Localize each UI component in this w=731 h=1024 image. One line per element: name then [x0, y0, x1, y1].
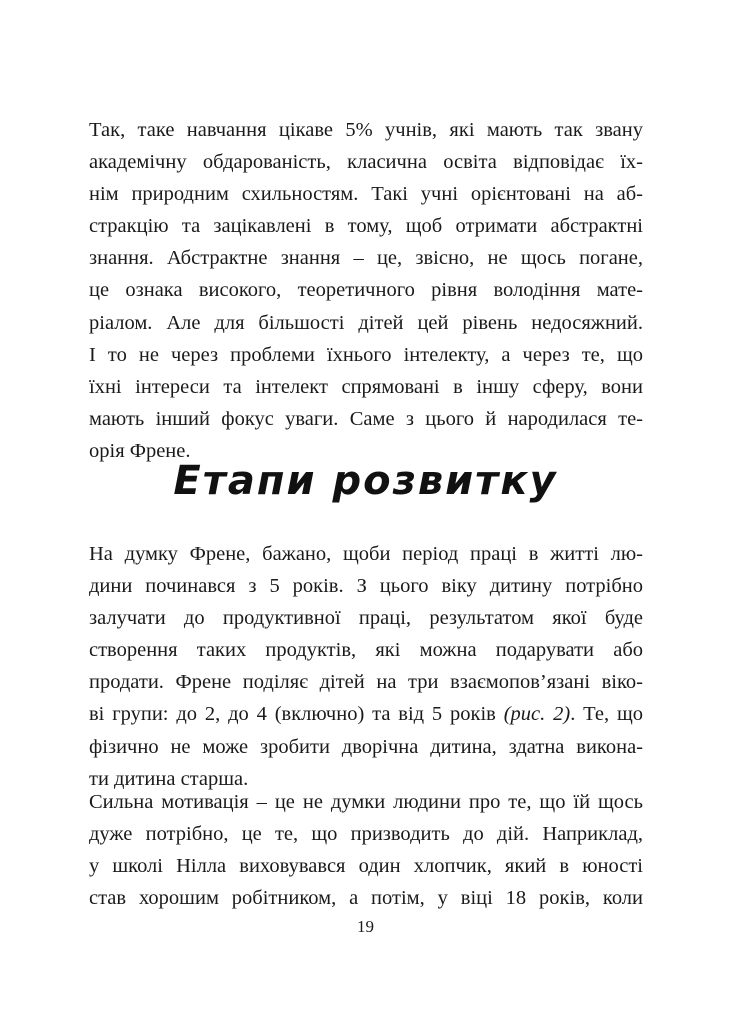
- text-line: став хорошим робітником, а потім, у віці 18 років, коли: [89, 887, 643, 910]
- text-segment: ві групи: до 2, до 4 (включно) та від 5 років: [89, 703, 504, 726]
- text-line: орія Френе.: [89, 439, 191, 462]
- text-line: стракцію та зацікавлені в тому, щоб отримати абстрактні: [89, 215, 643, 238]
- paragraph-motivation: [89, 786, 643, 914]
- text-line: дуже потрібно, це те, що призводить до дій. Наприклад,: [89, 823, 643, 846]
- figure-reference: (рис. 2): [503, 703, 571, 726]
- text-line: Так, таке навчання цікаве 5% учнів, які мають так звану: [89, 119, 643, 141]
- text-line: фізично не може зробити дворічна дитина, здатна викона-: [89, 735, 643, 758]
- text-line: Сильна мотивація – це не думки людини про те, що їй щось: [89, 791, 643, 813]
- text-line: ти дитина старша.: [89, 767, 249, 790]
- text-line: ріалом. Але для більшості дітей цей рівень недосяжний.: [89, 311, 643, 334]
- text-line: продати. Френе поділяє дітей на три взаємопов’язані віко-: [89, 671, 643, 694]
- text-line: залучати до продуктивної праці, результатом якої буде: [89, 607, 643, 630]
- text-line: нім природним схильностям. Такі учні орієнтовані на аб-: [89, 183, 643, 206]
- section-heading: Етапи розвитку: [173, 458, 558, 504]
- text-line: мають інший фокус уваги. Саме з цього й народилася те-: [89, 407, 643, 430]
- paragraph-stages: [89, 538, 643, 795]
- text-line: На думку Френе, бажано, щоби період праці в житті лю-: [89, 543, 643, 565]
- text-line: І то не через проблеми їхнього інтелекту, а через те, що: [89, 343, 643, 366]
- text-line: у школі Нілла виховувався один хлопчик, який в юності: [89, 855, 643, 878]
- text-line: їхні інтереси та інтелект спрямовані в іншу сферу, вони: [89, 375, 643, 398]
- page-number: 19: [357, 917, 374, 936]
- paragraph-intro: [89, 114, 643, 467]
- text-line: це ознака високого, теоретичного рівня володіння мате-: [89, 279, 643, 302]
- text-line: знання. Абстрактне знання – це, звісно, не щось погане,: [89, 247, 643, 270]
- text-segment: . Те, що: [570, 703, 643, 726]
- text-line: академічну обдарованість, класична освіта відповідає їх-: [89, 151, 643, 174]
- text-line-with-figure-ref: [89, 698, 643, 730]
- text-line: створення таких продуктів, які можна подарувати або: [89, 639, 643, 662]
- text-line: дини починався з 5 років. З цього віку дитину потрібно: [89, 575, 643, 598]
